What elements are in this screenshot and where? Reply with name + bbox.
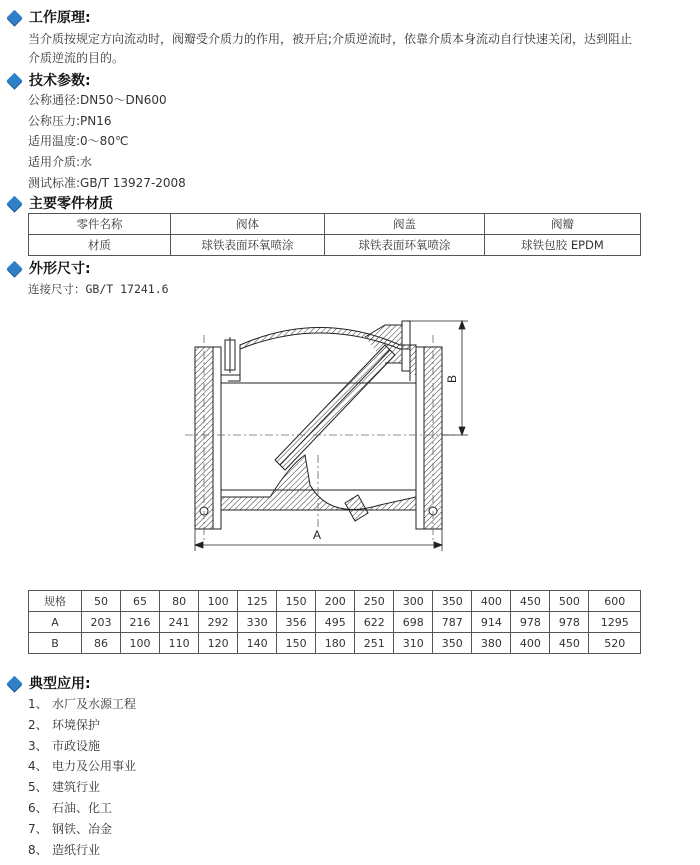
param-label: 公称通径: bbox=[28, 93, 81, 107]
list-item: 7、 钢铁、冶金 bbox=[28, 822, 113, 836]
param-row bbox=[28, 131, 128, 151]
table-cell: 110 bbox=[160, 633, 199, 654]
param-label: 适用温度: bbox=[28, 134, 81, 148]
dimension-a-label: A bbox=[313, 528, 322, 542]
table-cell: 400 bbox=[511, 633, 550, 654]
table-cell: 450 bbox=[550, 633, 589, 654]
materials-table bbox=[28, 213, 641, 256]
param-value: GB/T 13927-2008 bbox=[80, 176, 186, 190]
table-cell: 203 bbox=[82, 612, 121, 633]
table-cell: 1295 bbox=[589, 612, 641, 633]
table-cell: 698 bbox=[394, 612, 433, 633]
table-cell: 330 bbox=[238, 612, 277, 633]
table-cell: 356 bbox=[277, 612, 316, 633]
table-cell: B bbox=[29, 633, 82, 654]
table-cell: 120 bbox=[199, 633, 238, 654]
table-cell: 65 bbox=[121, 591, 160, 612]
param-value: 0～80℃ bbox=[80, 134, 129, 148]
table-cell: 球铁表面环氧喷涂 bbox=[171, 235, 325, 256]
list-item: 4、 电力及公用事业 bbox=[28, 759, 137, 773]
table-cell: 球铁包胶 EPDM bbox=[485, 235, 641, 256]
param-value: DN50～DN600 bbox=[80, 93, 167, 107]
table-cell: 150 bbox=[277, 633, 316, 654]
table-cell: A bbox=[29, 612, 82, 633]
table-cell: 520 bbox=[589, 633, 641, 654]
valve-drawing bbox=[180, 315, 480, 555]
table-cell: 100 bbox=[121, 633, 160, 654]
table-cell: 80 bbox=[160, 591, 199, 612]
section-heading-principle bbox=[6, 7, 91, 27]
table-cell: 450 bbox=[511, 591, 550, 612]
table-cell: 规格 bbox=[29, 591, 82, 612]
connection-standard: 连接尺寸：GB/T 17241.6 bbox=[28, 282, 169, 296]
table-cell: 150 bbox=[277, 591, 316, 612]
table-cell: 500 bbox=[550, 591, 589, 612]
param-label: 测试标准: bbox=[28, 176, 81, 190]
dimensions-table bbox=[28, 590, 641, 654]
list-item: 3、 市政设施 bbox=[28, 739, 101, 753]
diamond-bullet-icon bbox=[7, 195, 23, 211]
table-cell: 100 bbox=[199, 591, 238, 612]
param-row bbox=[28, 173, 186, 193]
table-cell: 495 bbox=[316, 612, 355, 633]
table-cell: 241 bbox=[160, 612, 199, 633]
section-heading-materials bbox=[6, 193, 113, 213]
list-item: 6、 石油、化工 bbox=[28, 801, 113, 815]
table-cell: 914 bbox=[472, 612, 511, 633]
param-row bbox=[28, 152, 92, 172]
left-flange-lip bbox=[213, 347, 221, 529]
table-cell: 310 bbox=[394, 633, 433, 654]
list-item: 1、 水厂及水源工程 bbox=[28, 697, 137, 711]
diamond-bullet-icon bbox=[7, 260, 23, 276]
table-cell: 292 bbox=[199, 612, 238, 633]
section-title: 典型应用: bbox=[29, 676, 91, 692]
table-cell: 350 bbox=[433, 591, 472, 612]
table-row bbox=[29, 591, 641, 612]
table-cell: 阀盖 bbox=[325, 214, 485, 235]
section-title: 主要零件材质 bbox=[29, 196, 113, 212]
principle-text: 介质逆流的目的。 bbox=[28, 51, 125, 65]
table-cell: 251 bbox=[355, 633, 394, 654]
section-title: 技术参数: bbox=[29, 73, 91, 89]
table-cell: 350 bbox=[433, 633, 472, 654]
table-row bbox=[29, 612, 641, 633]
section-title: 工作原理: bbox=[29, 10, 91, 26]
section-heading-applications bbox=[6, 673, 91, 693]
param-value: 水 bbox=[80, 155, 93, 169]
table-row bbox=[29, 633, 641, 654]
diamond-bullet-icon bbox=[7, 675, 23, 691]
param-label: 适用介质: bbox=[28, 155, 81, 169]
param-value: PN16 bbox=[80, 114, 112, 128]
table-cell: 978 bbox=[550, 612, 589, 633]
right-flange-lip bbox=[416, 347, 424, 529]
table-cell: 球铁表面环氧喷涂 bbox=[325, 235, 485, 256]
table-row bbox=[29, 235, 641, 256]
table-cell: 零件名称 bbox=[29, 214, 171, 235]
table-cell: 978 bbox=[511, 612, 550, 633]
section-heading-params bbox=[6, 70, 91, 90]
table-cell: 阀瓣 bbox=[485, 214, 641, 235]
list-item: 2、 环境保护 bbox=[28, 718, 101, 732]
table-cell: 200 bbox=[316, 591, 355, 612]
param-row bbox=[28, 111, 112, 131]
table-cell: 86 bbox=[82, 633, 121, 654]
table-cell: 600 bbox=[589, 591, 641, 612]
table-cell: 材质 bbox=[29, 235, 171, 256]
table-cell: 216 bbox=[121, 612, 160, 633]
table-cell: 140 bbox=[238, 633, 277, 654]
table-cell: 300 bbox=[394, 591, 433, 612]
table-row bbox=[29, 214, 641, 235]
param-row bbox=[28, 90, 167, 110]
dimension-b-label: B bbox=[445, 374, 459, 383]
table-cell: 400 bbox=[472, 591, 511, 612]
table-cell: 50 bbox=[82, 591, 121, 612]
list-item: 5、 建筑行业 bbox=[28, 780, 101, 794]
table-cell: 787 bbox=[433, 612, 472, 633]
section-title: 外形尺寸: bbox=[29, 261, 91, 277]
table-cell: 380 bbox=[472, 633, 511, 654]
table-cell: 180 bbox=[316, 633, 355, 654]
principle-text: 当介质按规定方向流动时，阀瓣受介质力的作用，被开启;介质逆流时，依靠介质本身流动自行快速关闭，达到阻止 bbox=[28, 32, 633, 46]
table-cell: 622 bbox=[355, 612, 394, 633]
table-cell: 125 bbox=[238, 591, 277, 612]
section-heading-dimensions bbox=[6, 258, 91, 278]
diamond-bullet-icon bbox=[7, 9, 23, 25]
table-cell: 250 bbox=[355, 591, 394, 612]
list-item: 8、 造纸行业 bbox=[28, 843, 101, 857]
table-cell: 阀体 bbox=[171, 214, 325, 235]
param-label: 公称压力: bbox=[28, 114, 81, 128]
diamond-bullet-icon bbox=[7, 72, 23, 88]
